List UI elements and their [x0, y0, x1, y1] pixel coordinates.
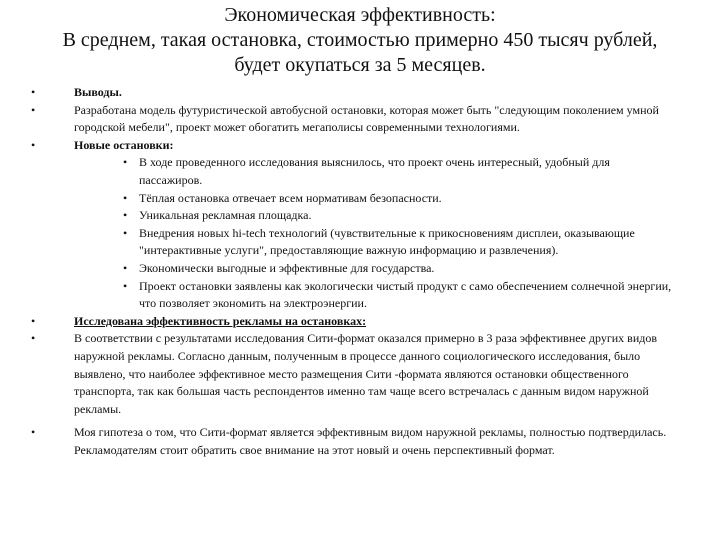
model-text: Разработана модель футуристической автобусной остановки, которая может быть "следующим поколением умной городской мебели", проект может обогатить мегаполисы современными технологиями. — [74, 102, 659, 135]
bullet-icon: • — [123, 260, 128, 275]
sub-item-text: Уникальная рекламная площадка. — [139, 208, 312, 223]
title-line-3: будет окупаться за 5 месяцев. — [234, 54, 486, 76]
conclusions-heading: Выводы. — [74, 85, 122, 99]
bullet-list — [0, 84, 720, 459]
bullet-icon: • — [123, 208, 128, 223]
sub-item-text: Экономически выгодные и эффективные для государства. — [139, 260, 435, 275]
bullet-icon: • — [31, 102, 36, 117]
title-line-1: Экономическая эффективность: — [224, 4, 496, 26]
new-stops-heading: Новые остановки: — [74, 137, 174, 152]
sub-item — [0, 278, 674, 313]
ads-research-text: В соответствии с результатами исследования Сити-формат оказался примерно в 3 раза эффективнее других видов наружной рекламы. Согласно данным, полученным в процессе данного социологического исследования, было выявлено, что наиболее эффективное место размещения Сити -формата являются остановки общественного транспорта, так как большая часть респондентов именно там чаще всего встречалась с данным видом наружной рекламы. — [74, 331, 658, 416]
bullet-icon: • — [31, 313, 36, 328]
bullet-icon: • — [123, 225, 128, 240]
list-item-ads-research — [0, 330, 674, 418]
sub-item — [0, 260, 674, 278]
bullet-icon: • — [123, 278, 128, 293]
bullet-icon: • — [123, 155, 128, 170]
slide-title — [40, 3, 680, 78]
ads-heading: Исследована эффективность рекламы на остановках: — [74, 313, 367, 328]
sub-item — [0, 154, 674, 189]
sub-item-text: Внедрения новых hi-tech технологий (чувствительные к прикосновениям дисплеи, оказывающие "интерактивные услуги", предоставляющие важную информацию и развлечения). — [139, 225, 635, 258]
list-item-model — [0, 102, 674, 137]
sub-item-text: Проект остановки заявлены как экологически чистый продукт с само обеспечением солнечной энергии, что позволяет экономить на электроэнергии. — [139, 278, 672, 311]
sub-item-text: Тёплая остановка отвечает всем нормативам безопасности. — [139, 190, 442, 205]
list-item-ads-heading — [0, 313, 674, 331]
bullet-icon: • — [31, 425, 36, 440]
bullet-icon: • — [31, 137, 36, 152]
list-item-new-stops — [0, 137, 674, 155]
bullet-icon: • — [31, 85, 36, 99]
bullet-icon: • — [123, 190, 128, 205]
sub-item-text: В ходе проведенного исследования выяснилось, что проект очень интересный, удобный для пассажиров. — [139, 155, 610, 187]
title-line-2: В среднем, такая остановка, стоимостью примерно 450 тысяч рублей, — [62, 29, 658, 51]
sub-item — [0, 190, 674, 208]
list-item-hypothesis — [0, 424, 674, 459]
hypothesis-text: Моя гипотеза о том, что Сити-формат является эффективным видом наружной рекламы, полностью подтвердилась. Рекламодателям стоит обратить свое внимание на этот новый и очень перспективный формат. — [74, 425, 667, 457]
sub-item — [0, 225, 674, 260]
list-item-conclusions — [0, 84, 674, 102]
sub-item — [0, 207, 674, 225]
bullet-icon: • — [31, 331, 36, 346]
